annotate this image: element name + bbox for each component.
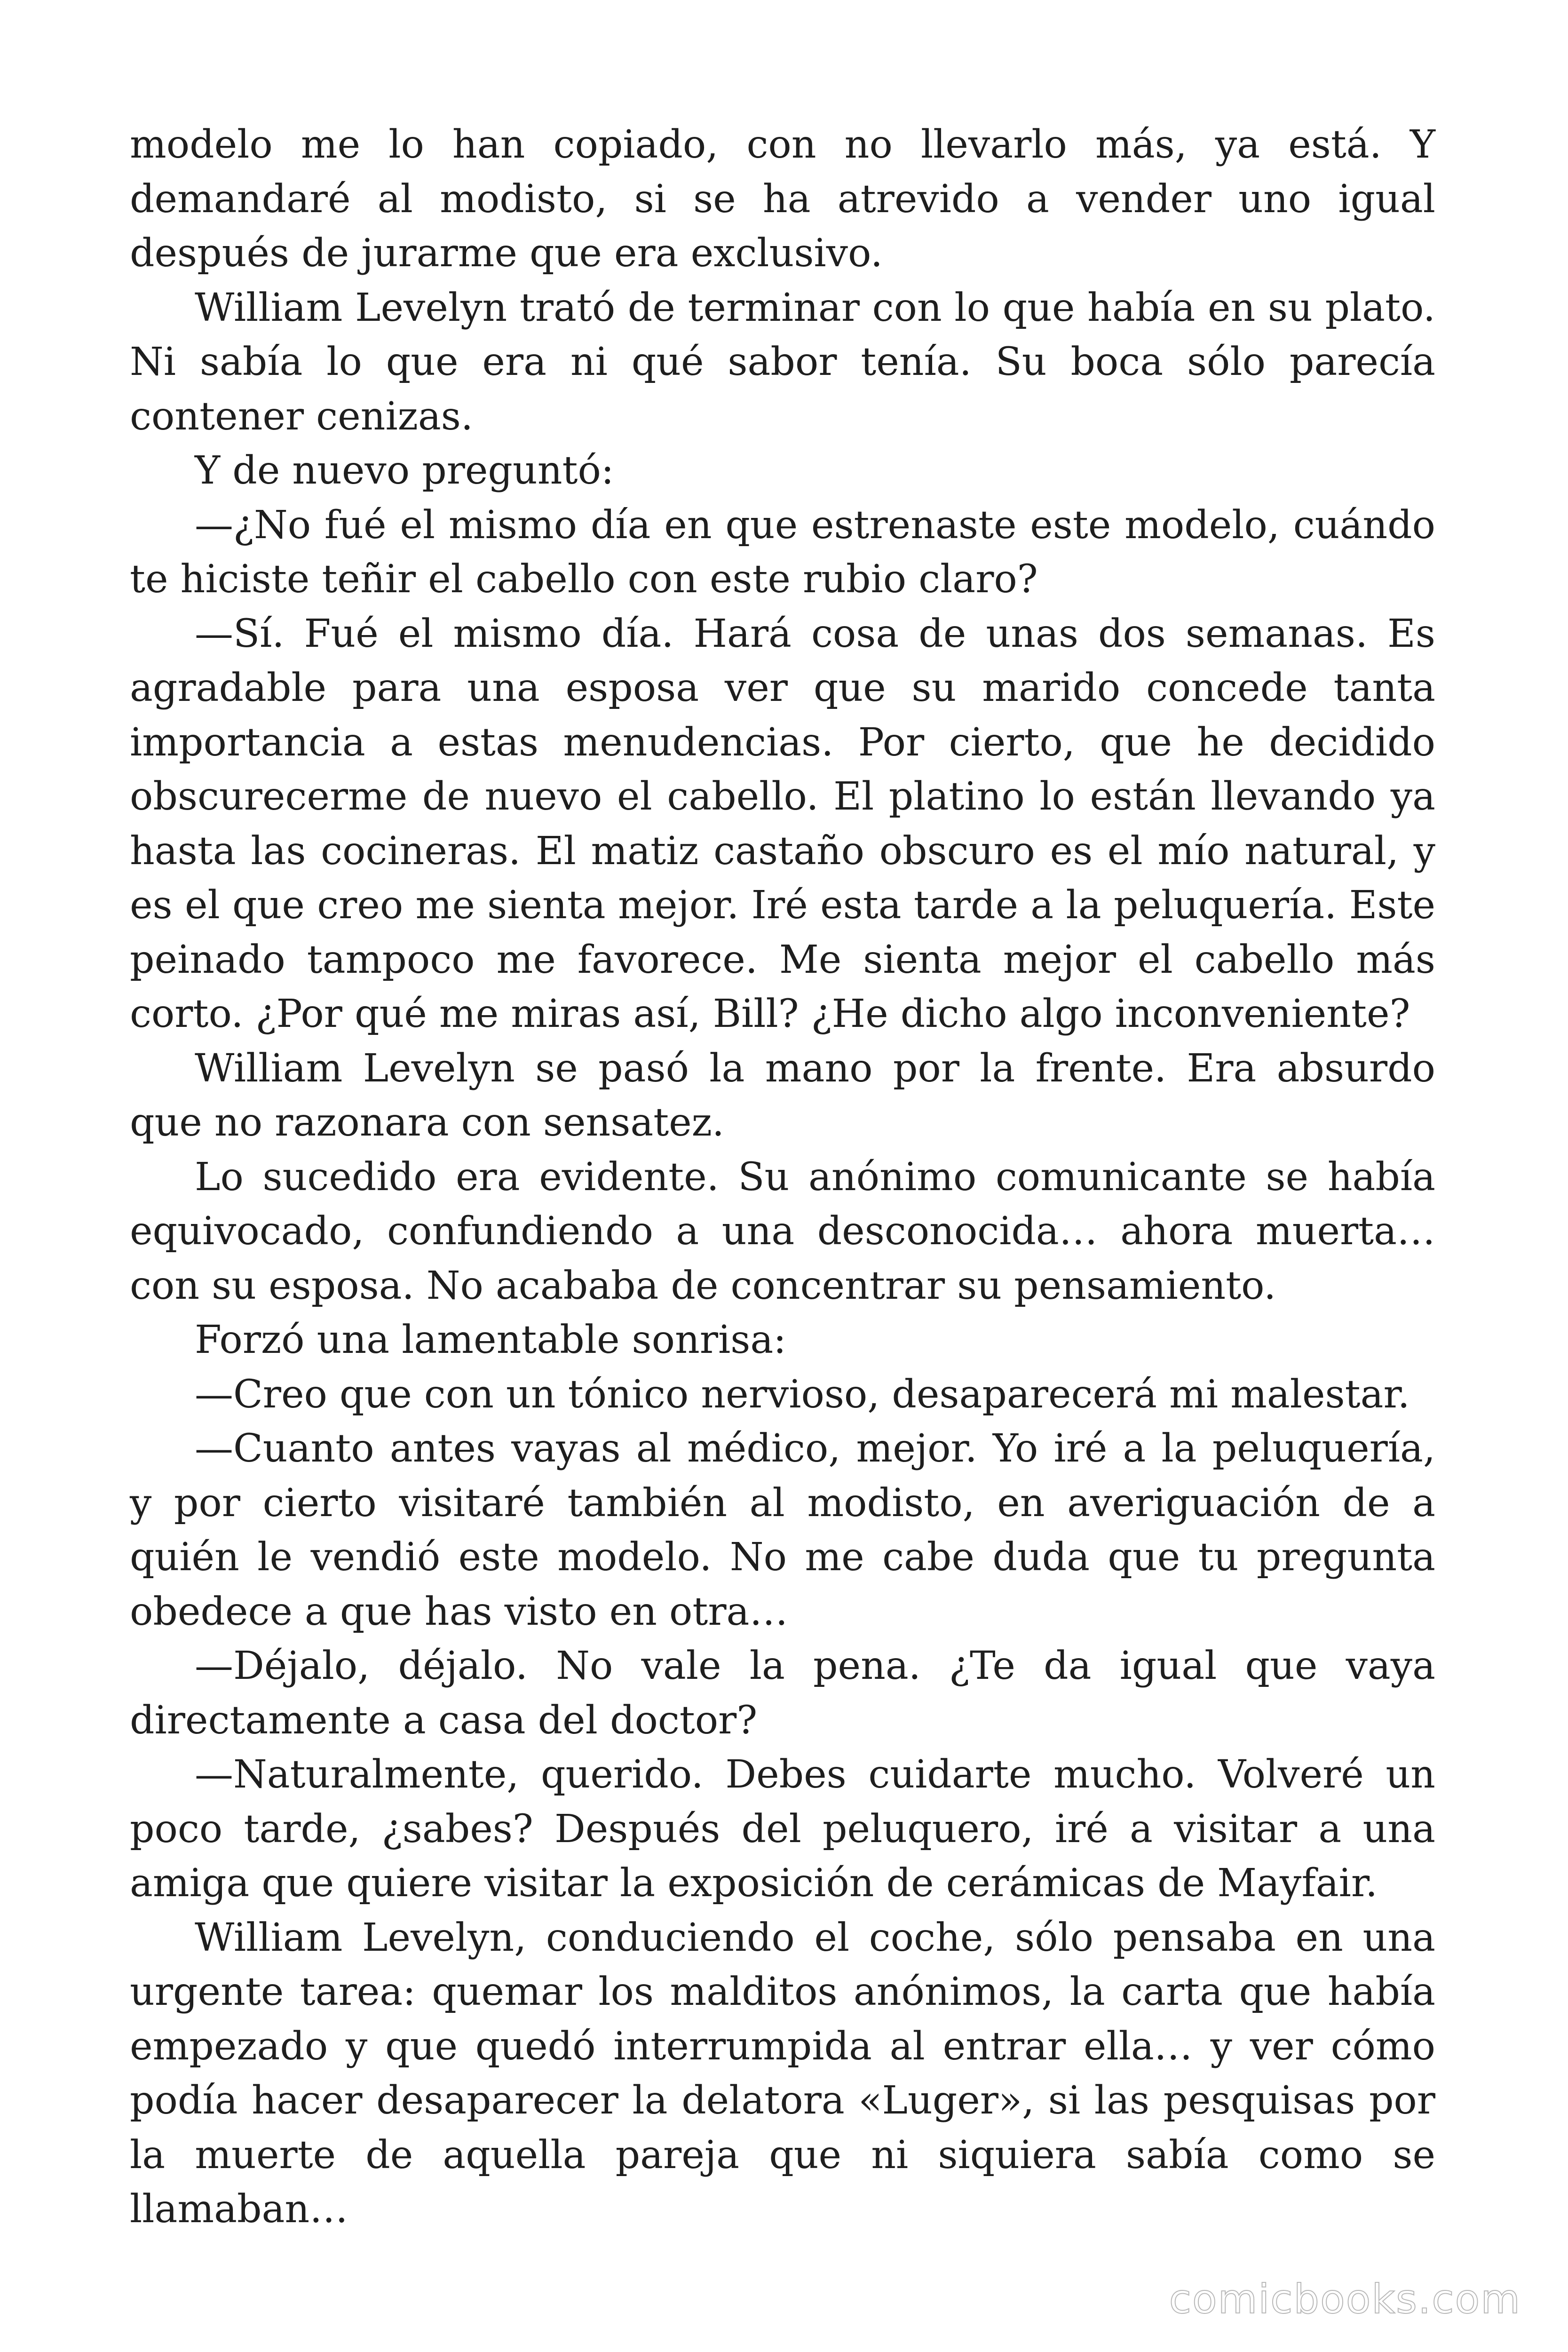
watermark-logo: comicbooks.com	[1169, 2276, 1521, 2323]
paragraph: —Sí. Fué el mismo día. Hará cosa de unas dos semanas. Es agradable para una esposa ver que su marido concede tanta importancia a estas menudencias. Por cierto, que he decidido obscurecerme de nuevo el cabello. El platino lo están llevando ya hasta las cocineras. El matiz castaño obscuro es el mío natural, y es el que creo me sienta mejor. Iré esta tarde a la peluquería. Este peinado tampoco me favorece. Me sienta mejor el cabello más corto. ¿Por qué me miras así, Bill? ¿He dicho algo inconveniente?	[130, 611, 1435, 1036]
paragraph: Y de nuevo preguntó:	[195, 448, 614, 493]
paragraph: William Levelyn trató de terminar con lo que había en su plato. Ni sabía lo que era ni qué sabor tenía. Su boca sólo parecía contener cenizas.	[130, 285, 1435, 439]
paragraph: Forzó una lamentable sonrisa:	[195, 1318, 786, 1362]
paragraph: —Déjalo, déjalo. No vale la pena. ¿Te da igual que vaya directamente a casa del doctor?	[130, 1644, 1435, 1743]
paragraph: William Levelyn se pasó la mano por la frente. Era absurdo que no razonara con sensatez.	[130, 1046, 1435, 1145]
paragraph: William Levelyn, conduciendo el coche, sólo pensaba en una urgente tarea: quemar los malditos anónimos, la carta que había empezado y que quedó interrumpida al entrar ella… y ver cómo podía hacer desaparecer la delatora «Luger», si las pesquisas por la muerte de aquella pareja que ni siquiera sabía como se llamaban…	[130, 1915, 1435, 2232]
paragraph: —Creo que con un tónico nervioso, desaparecerá mi malestar.	[195, 1372, 1410, 1417]
body-text	[130, 118, 1435, 2237]
paragraph: —Naturalmente, querido. Debes cuidarte mucho. Volveré un poco tarde, ¿sabes? Después del peluquero, iré a visitar a una amiga que quiere visitar la exposición de cerámicas de Mayfair.	[130, 1752, 1435, 1906]
paragraph: —¿No fué el mismo día en que estrenaste este modelo, cuándo te hiciste teñir el cabello con este rubio claro?	[130, 502, 1435, 602]
paragraph: —Cuanto antes vayas al médico, mejor. Yo iré a la peluquería, y por cierto visitaré también al modisto, en averiguación de a quién le vendió este modelo. No me cabe duda que tu pregunta obedece a que has visto en otra…	[130, 1426, 1435, 1634]
paragraph: modelo me lo han copiado, con no llevarlo más, ya está. Y demandaré al modisto, si se ha atrevido a vender uno igual después de jurarme que era exclusivo.	[130, 122, 1435, 276]
paragraph: Lo sucedido era evidente. Su anónimo comunicante se había equivocado, confundiendo a una desconocida… ahora muerta… con su esposa. No acababa de concentrar su pensamiento.	[130, 1154, 1435, 1308]
